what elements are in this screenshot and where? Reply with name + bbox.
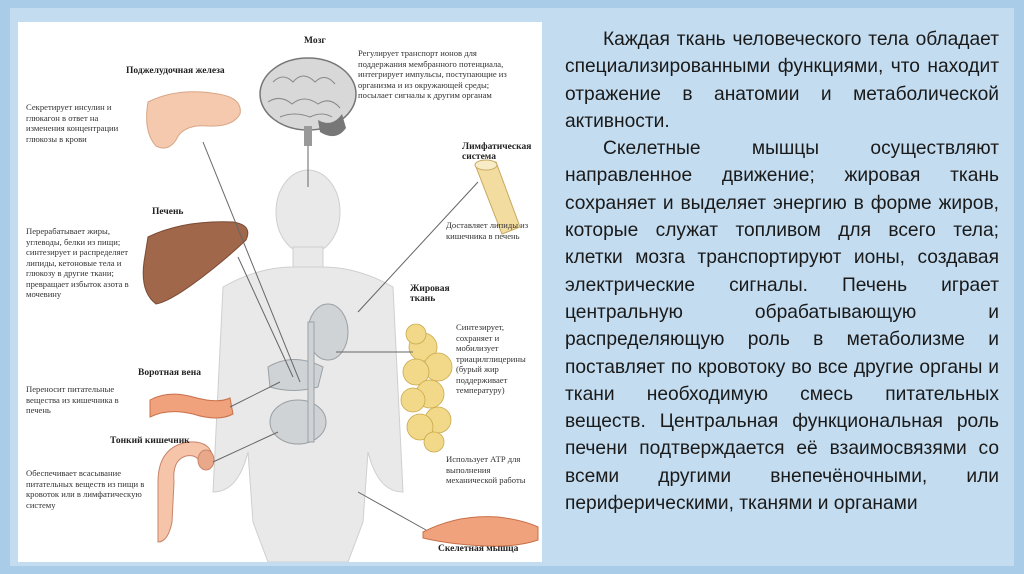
portal-vein-description: Переносит питательные вещества из кишечника в печень	[26, 384, 119, 415]
small-intestine-description: Обеспечивает всасывание питательных веществ из пищи в кровоток или в лимфатическую систему	[26, 468, 145, 510]
fat-tissue-icon	[401, 324, 452, 452]
portal-vein-title: Воротная вена	[138, 368, 201, 378]
lymph-description: Доставляет липиды из кишечника в печень	[446, 220, 529, 241]
pancreas-icon	[147, 92, 241, 148]
paragraph-2: Скелетные мышцы осуществляют направленное движение; жировая ткань сохраняет и выделяет энергию в форме жиров, которые служат топливом для всего тела; клетки мозга транспортируют ионы, создавая электрические сигналы. Печень играет центральную обрабатывающую и распределяющую роль в метаболизме и поставляет по кровотоку во все другие органы и ткани необходимую смесь питательных веществ. Центральная функциональная роль печени подтверждается её взаимосвязями со всеми другими внепечёночными, или периферическими, тканями и органами	[565, 138, 999, 515]
brain-title: Мозг	[304, 36, 326, 46]
liver-description: Перерабатывает жиры, углеводы, белки из пищи; синтезирует и распределяет липиды, кетоновые тела и глюкозу в другие ткани; превращает избыток азота в мочевину	[26, 226, 129, 299]
liver-title: Печень	[152, 207, 184, 217]
brain-description: Регулирует транспорт ионов для поддержания мембранного потенциала, интегрирует импульсы, поступающие из организма и из окружающей среды; посылает сигналы к другим органам	[358, 48, 507, 100]
skeletal-muscle-description: Использует АТР для выполнения механической работы	[446, 454, 526, 485]
skeletal-muscle-title: Скелетная мышца	[438, 544, 519, 554]
small-intestine-icon	[158, 442, 214, 542]
small-intestine-title: Тонкий кишечник	[110, 436, 190, 446]
pancreas-title: Поджелудочная железа	[126, 66, 225, 76]
body-text	[565, 26, 999, 517]
fat-description: Синтезирует, сохраняет и мобилизует триацилглицерины (бурый жир поддерживает температуру)	[456, 322, 526, 395]
pancreas-description: Секретирует инсулин и глюкагон в ответ на изменения концентрации глюкозы в крови	[26, 102, 119, 144]
skeletal-muscle-icon	[423, 517, 538, 547]
fat-title: Жировая ткань	[410, 284, 450, 304]
paragraph-1: Каждая ткань человеческого тела обладает специализированными функциями, что находит отражение в анатомии и метаболической активности.	[565, 29, 999, 132]
body-organs-figure	[18, 22, 542, 562]
brain-icon	[260, 58, 356, 146]
lymph-title: Лимфатическая система	[462, 142, 532, 162]
slide	[10, 8, 1014, 566]
